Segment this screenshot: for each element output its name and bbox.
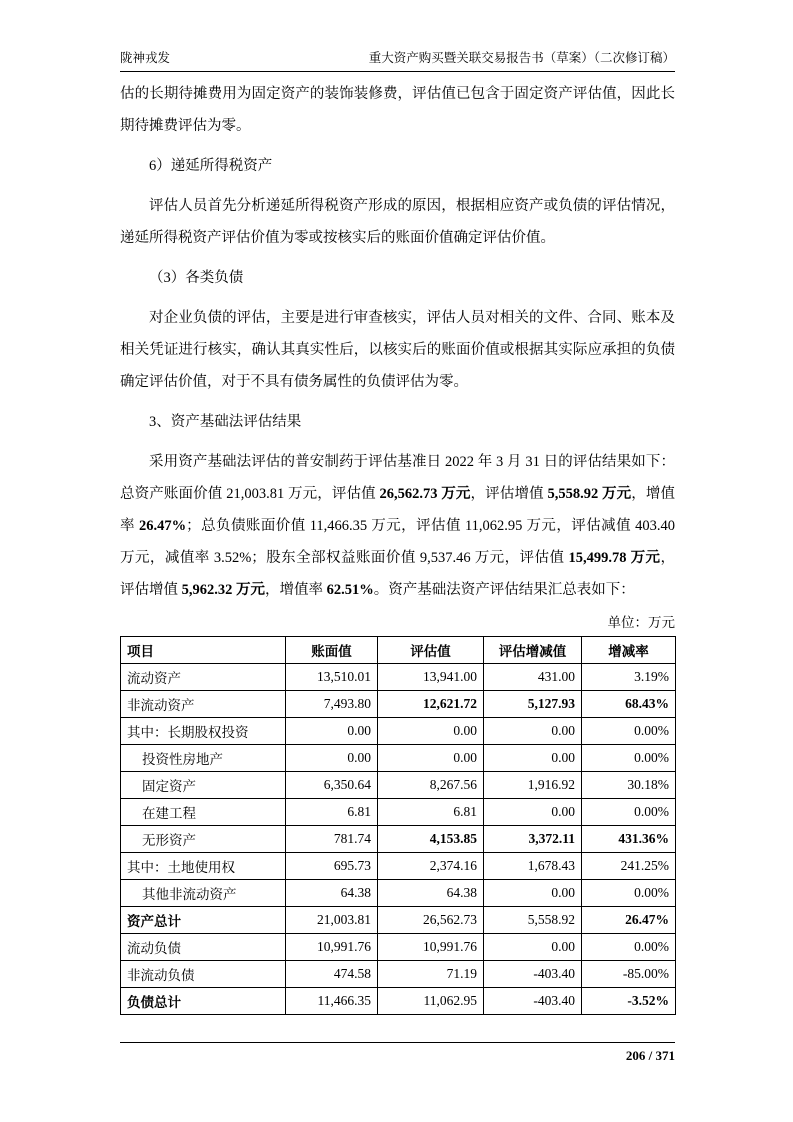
row-value-cell: 3.19%	[582, 664, 676, 691]
row-value-cell: 13,510.01	[286, 664, 378, 691]
row-value-cell: 6,350.64	[286, 772, 378, 799]
text-segment: ；总负债账面价值 11,466.35 万元，评估值 11,062.95 万元，评估减值 403.40 万元，减值率 3.52%；股东全部权益账面价值 9,537.46 万元，评估值	[120, 518, 675, 566]
row-value-cell: 8,267.56	[378, 772, 484, 799]
table-row	[121, 988, 676, 1015]
row-value-cell: 4,153.85	[378, 826, 484, 853]
emphasized-value: 5,558.92 万元	[547, 486, 632, 502]
page-content	[120, 78, 675, 1015]
row-value-cell: 0.00	[484, 880, 582, 907]
row-value-cell: 64.38	[286, 880, 378, 907]
table-row	[121, 664, 676, 691]
table-row	[121, 880, 676, 907]
table-body	[121, 664, 676, 1015]
row-item-cell: 资产总计	[121, 907, 286, 934]
table-row	[121, 826, 676, 853]
row-item-cell: 固定资产	[121, 772, 286, 799]
table-header-cell: 评估值	[378, 637, 484, 664]
row-item-cell: 投资性房地产	[121, 745, 286, 772]
table-row	[121, 745, 676, 772]
header-company-name: 陇神戎发	[120, 51, 171, 65]
row-value-cell: 781.74	[286, 826, 378, 853]
table-row	[121, 961, 676, 988]
emphasized-value: 15,499.78 万元	[568, 550, 661, 566]
heading-asset-based-method-result: 3、资产基础法评估结果	[149, 414, 302, 430]
row-value-cell: -403.40	[484, 961, 582, 988]
table-row	[121, 934, 676, 961]
paragraph-deferred-tax: 评估人员首先分析递延所得税资产形成的原因，根据相应资产或负债的评估情况，递延所得税资产评估价值为零或按核实后的账面价值确定评估价值。	[120, 198, 675, 246]
row-value-cell: 71.19	[378, 961, 484, 988]
row-value-cell: 10,991.76	[378, 934, 484, 961]
row-value-cell: 26,562.73	[378, 907, 484, 934]
row-item-cell: 流动资产	[121, 664, 286, 691]
row-item-cell: 其中：长期股权投资	[121, 718, 286, 745]
page-number: 206 / 371	[625, 1048, 675, 1063]
row-value-cell: 7,493.80	[286, 691, 378, 718]
row-value-cell: 0.00	[484, 799, 582, 826]
row-value-cell: 0.00	[484, 718, 582, 745]
row-value-cell: -403.40	[484, 988, 582, 1015]
row-item-cell: 其中：土地使用权	[121, 853, 286, 880]
row-item-cell: 非流动资产	[121, 691, 286, 718]
row-value-cell: 13,941.00	[378, 664, 484, 691]
row-item-cell: 无形资产	[121, 826, 286, 853]
heading-liabilities: （3）各类负债	[149, 270, 244, 286]
paragraph-liabilities: 对企业负债的评估，主要是进行审查核实，评估人员对相关的文件、合同、账本及相关凭证进行核实，确认其真实性后，以核实后的账面价值或根据其实际应承担的负债确定评估价值，对于不具有债务属性的负债评估为零。	[120, 310, 675, 390]
row-value-cell: 11,466.35	[286, 988, 378, 1015]
header-report-title: 重大资产购买暨关联交易报告书（草案）（二次修订稿）	[368, 51, 675, 65]
page-footer	[120, 1042, 675, 1064]
row-value-cell: 21,003.81	[286, 907, 378, 934]
row-value-cell: 1,678.43	[484, 853, 582, 880]
row-value-cell: -3.52%	[582, 988, 676, 1015]
row-value-cell: 0.00	[484, 934, 582, 961]
row-value-cell: 431.36%	[582, 826, 676, 853]
row-item-cell: 其他非流动资产	[121, 880, 286, 907]
table-header-cell: 项目	[121, 637, 286, 664]
row-value-cell: 11,062.95	[378, 988, 484, 1015]
row-value-cell: 68.43%	[582, 691, 676, 718]
row-value-cell: 695.73	[286, 853, 378, 880]
row-value-cell: 30.18%	[582, 772, 676, 799]
emphasized-value: 26.47%	[139, 518, 187, 534]
text-segment: 采用资产基础法评估的普安制药于评估基准日 2022 年 3 月 31 日的评估结果如下：总资产账面价值 21,003.81 万元，评估值	[120, 454, 675, 502]
row-value-cell: 6.81	[378, 799, 484, 826]
table-header-row	[121, 637, 676, 664]
row-value-cell: 0.00	[286, 718, 378, 745]
text-segment: 。资产基础法资产评估结果汇总表如下：	[373, 582, 635, 598]
table-row	[121, 799, 676, 826]
table-unit-label: 单位：万元	[607, 615, 675, 630]
row-value-cell: 12,621.72	[378, 691, 484, 718]
heading-deferred-tax-assets: 6）递延所得税资产	[149, 158, 273, 174]
row-value-cell: 64.38	[378, 880, 484, 907]
table-header-cell: 账面值	[286, 637, 378, 664]
text-segment: ，增值率	[120, 486, 676, 534]
row-item-cell: 在建工程	[121, 799, 286, 826]
emphasized-value: 5,962.32 万元	[181, 582, 265, 598]
row-item-cell: 非流动负债	[121, 961, 286, 988]
table-row	[121, 718, 676, 745]
table-row	[121, 907, 676, 934]
table-header-cell: 评估增减值	[484, 637, 582, 664]
row-value-cell: 0.00%	[582, 880, 676, 907]
row-item-cell: 负债总计	[121, 988, 286, 1015]
row-value-cell: 6.81	[286, 799, 378, 826]
row-value-cell: 241.25%	[582, 853, 676, 880]
row-value-cell: 5,558.92	[484, 907, 582, 934]
row-value-cell: 0.00%	[582, 934, 676, 961]
row-value-cell: 2,374.16	[378, 853, 484, 880]
text-segment: ，评估增值	[470, 486, 548, 502]
row-value-cell: 0.00%	[582, 718, 676, 745]
valuation-summary-table	[120, 636, 676, 1015]
row-value-cell: 26.47%	[582, 907, 676, 934]
page-header	[120, 48, 675, 72]
emphasized-value: 62.51%	[326, 582, 374, 598]
row-value-cell: 3,372.11	[484, 826, 582, 853]
row-item-cell: 流动负债	[121, 934, 286, 961]
row-value-cell: 474.58	[286, 961, 378, 988]
row-value-cell: 0.00%	[582, 799, 676, 826]
row-value-cell: 0.00	[378, 718, 484, 745]
row-value-cell: 0.00	[484, 745, 582, 772]
row-value-cell: 10,991.76	[286, 934, 378, 961]
emphasized-value: 26,562.73 万元	[379, 486, 471, 502]
row-value-cell: 431.00	[484, 664, 582, 691]
paragraph-valuation-result	[120, 446, 675, 606]
row-value-cell: 5,127.93	[484, 691, 582, 718]
table-row	[121, 691, 676, 718]
table-row	[121, 772, 676, 799]
row-value-cell: 1,916.92	[484, 772, 582, 799]
text-segment: ，增值率	[265, 582, 327, 598]
text-segment: ，评估增值	[120, 550, 676, 598]
row-value-cell: 0.00	[378, 745, 484, 772]
row-value-cell: 0.00	[286, 745, 378, 772]
row-value-cell: -85.00%	[582, 961, 676, 988]
table-row	[121, 853, 676, 880]
table-header-cell: 增减率	[582, 637, 676, 664]
row-value-cell: 0.00%	[582, 745, 676, 772]
paragraph-amortization-continuation: 估的长期待摊费用为固定资产的装饰装修费，评估值已包含于固定资产评估值，因此长期待摊费评估为零。	[120, 86, 675, 134]
